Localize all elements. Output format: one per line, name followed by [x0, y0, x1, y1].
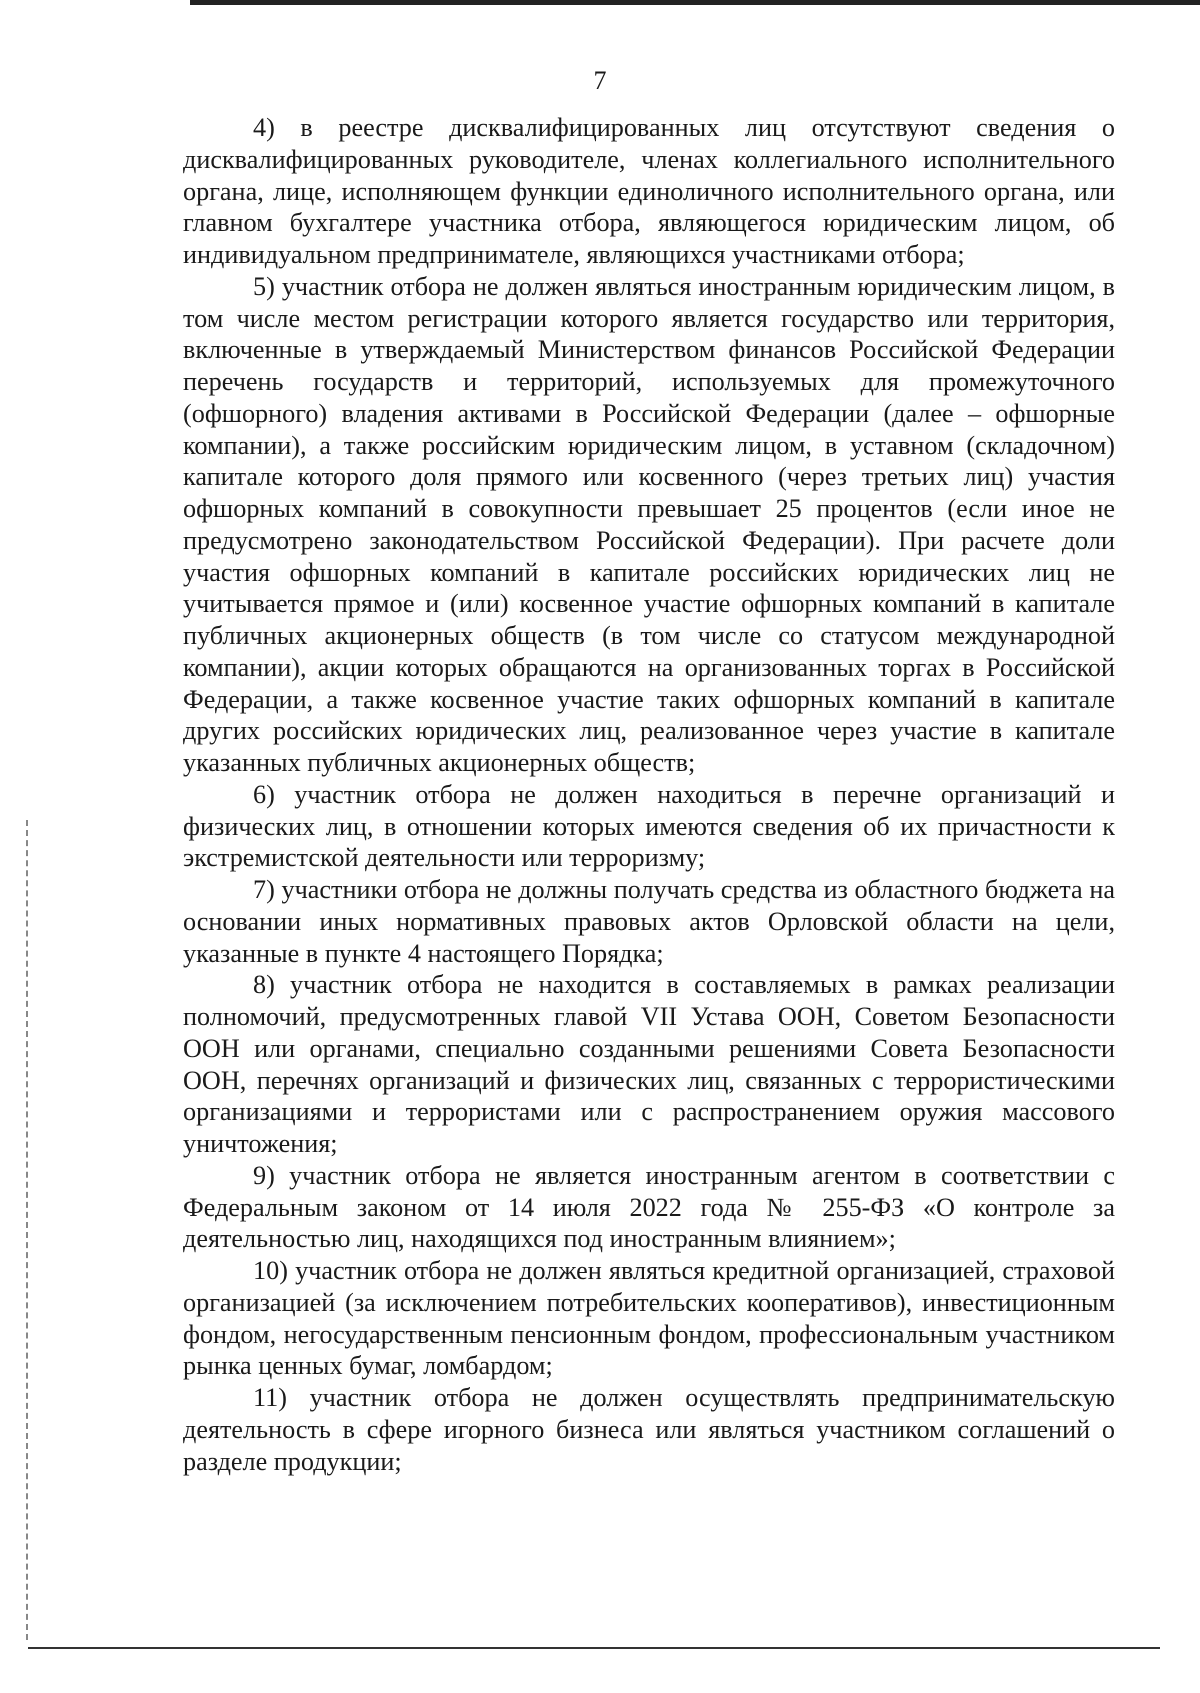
scan-edge-bottom	[28, 1647, 1160, 1649]
paragraph-item-11: 11) участник отбора не должен осуществлять предпринимательскую деятельность в сфере игорного бизнеса или являться участником соглашений о разделе продукции;	[183, 1383, 1115, 1476]
paragraph-item-8: 8) участник отбора не находится в составляемых в рамках реализации полномочий, предусмотренных главой VII Устава ООН, Советом Безопасности ООН или органами, специально созданными решениями Совета Безопасности ООН, перечнях организаций и физических лиц, связанных с террористическими организациями и террористами или с распространением оружия массового уничтожения;	[183, 970, 1115, 1158]
page-number: 7	[593, 66, 607, 95]
scan-edge-top	[190, 0, 1200, 11]
document-body	[183, 112, 1115, 1477]
paragraph-item-6: 6) участник отбора не должен находиться в перечне организаций и физических лиц, в отношении которых имеются сведения об их причастности к экстремистской деятельности или терроризму;	[183, 779, 1115, 873]
paragraph-item-10: 10) участник отбора не должен являться кредитной организацией, страховой организацией (за исключением потребительских кооперативов), инвестиционным фондом, негосударственным пенсионным фондом, профессиональным участником рынка ценных бумаг, ломбардом;	[183, 1256, 1115, 1381]
paragraph-item-7: 7) участники отбора не должны получать средства из областного бюджета на основании иных нормативных правовых актов Орловской области на цели, указанные в пункте 4 настоящего Порядка;	[183, 875, 1115, 968]
paragraph-item-4: 4) в реестре дисквалифицированных лиц отсутствуют сведения о дисквалифицированных руководителе, членах коллегиального исполнительного органа, лице, исполняющем функции единоличного исполнительного органа, или главном бухгалтере участника отбора, являющегося юридическим лицом, об индивидуальном предпринимателе, являющихся участниками отбора;	[183, 113, 1115, 269]
scan-edge-left	[26, 820, 30, 1640]
paragraph-item-9: 9) участник отбора не является иностранным агентом в соответствии с Федеральным законом от 14 июля 2022 года № 255-ФЗ «О контроле за деятельностью лиц, находящихся под иностранным влиянием»;	[183, 1160, 1115, 1254]
paragraph-item-5: 5) участник отбора не должен являться иностранным юридическим лицом, в том числе местом регистрации которого является государство или территория, включенные в утверждаемый Министерством финансов Российской Федерации перечень государств и территорий, используемых для промежуточного (офшорного) владения активами в Российской Федерации (далее – офшорные компании), а также российским юридическим лицом, в уставном (складочном) капитале которого доля прямого или косвенного (через третьих лиц) участия офшорных компаний в совокупности превышает 25 процентов (если иное не предусмотрено законодательством Российской Федерации). При расчете доли участия офшорных компаний в капитале российских юридических лиц не учитывается прямое и (или) косвенное участие офшорных компаний в капитале публичных акционерных обществ (в том числе со статусом международной компании), акции которых обращаются на организованных торгах в Российской Федерации, а также косвенное участие таких офшорных компаний в капитале других российских юридических лиц, реализованное через участие в капитале указанных публичных акционерных обществ;	[183, 271, 1115, 777]
